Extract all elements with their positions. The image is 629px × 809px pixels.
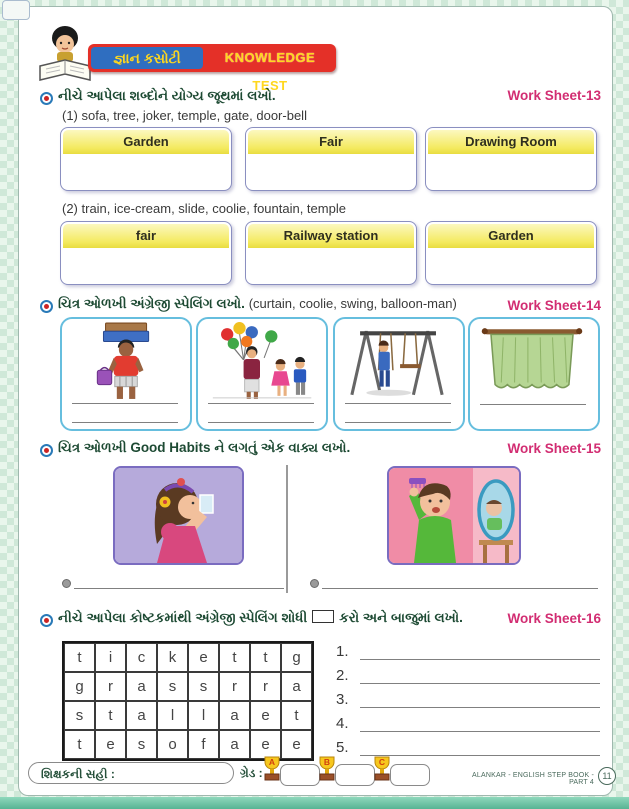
gujarati-title: જ્ઞાન કસોટી	[91, 47, 203, 69]
boy-reading-book-icon	[36, 24, 94, 91]
answer-number: 3.	[336, 691, 349, 708]
answer-number: 1.	[336, 643, 349, 660]
grid-cell: e	[95, 730, 126, 759]
bullet-icon	[40, 300, 53, 313]
group-box-header: fair	[63, 224, 229, 248]
grid-cell: a	[126, 701, 157, 730]
boy-combing-hair-illustration	[387, 466, 521, 565]
tick-box-glyph	[312, 610, 334, 623]
ws16-label: Work Sheet-16	[507, 611, 601, 626]
group-box-header: Railway station	[248, 224, 414, 248]
grid-cell: t	[281, 701, 312, 730]
answer-number: 5.	[336, 739, 349, 756]
corner-tab	[2, 0, 30, 20]
girl-drinking-water-illustration	[113, 466, 244, 565]
answer-line	[360, 659, 600, 660]
picture-box-balloon-man	[196, 317, 328, 431]
bullet-icon	[40, 614, 53, 627]
group-box-write-area	[63, 154, 229, 188]
grid-cell: e	[281, 730, 312, 759]
ws13-instruction: નીચે આપેલા શબ્દોને યોગ્ય જૂથમાં લખો.	[58, 88, 276, 103]
ws16-instruction-part2: કરો અને બાજુમાં લખો.	[339, 610, 463, 625]
answer-row-1	[336, 643, 602, 663]
answer-number: 4.	[336, 715, 349, 732]
grade-c-box	[390, 764, 430, 786]
group-box-write-area	[248, 154, 414, 188]
teacher-signature-label: શિક્ષકની સહી :	[41, 767, 115, 781]
book-title: ALANKAR - ENGLISH STEP BOOK - PART 4	[472, 772, 594, 786]
grid-cell: l	[157, 701, 188, 730]
answer-row-4	[336, 715, 602, 735]
group-box-write-area	[63, 248, 229, 282]
answer-line	[360, 755, 600, 756]
english-title: KNOWLEDGE TEST	[224, 50, 316, 93]
answer-bullet-dot	[310, 579, 319, 588]
answer-line	[72, 403, 178, 404]
picture-box-coolie	[60, 317, 192, 431]
answer-line	[480, 404, 586, 405]
answer-line	[322, 588, 598, 589]
grid-cell: f	[188, 730, 219, 759]
answer-line	[72, 422, 178, 423]
ws14-label: Work Sheet-14	[507, 298, 601, 313]
grade-a-box	[280, 764, 320, 786]
knowledge-test-banner	[88, 44, 336, 93]
answer-row-2	[336, 667, 602, 687]
answer-line	[345, 422, 451, 423]
grid-cell: k	[157, 643, 188, 672]
group-box-railway-station	[245, 221, 417, 285]
grid-cell: r	[250, 672, 281, 701]
grid-cell: g	[64, 672, 95, 701]
grid-cell: r	[219, 672, 250, 701]
grid-cell: e	[250, 730, 281, 759]
group-box-header: Garden	[428, 224, 594, 248]
group-box-header: Fair	[248, 130, 414, 154]
group-box-fair	[245, 127, 417, 191]
grid-cell: a	[126, 672, 157, 701]
ws14-instruction-text: ચિત્ર ઓળખી અંગ્રેજી સ્પેલિંગ લખો.	[58, 296, 245, 311]
bottom-strip	[0, 797, 629, 809]
grade-label: ગ્રેડ :	[240, 766, 263, 780]
curtain-illustration	[470, 321, 594, 401]
answer-number: 2.	[336, 667, 349, 684]
grid-cell: t	[219, 643, 250, 672]
group-box-garden	[60, 127, 232, 191]
ws16-instruction	[58, 610, 463, 626]
grid-cell: o	[157, 730, 188, 759]
group-box-drawing-room	[425, 127, 597, 191]
grid-cell: s	[157, 672, 188, 701]
group-box-header: Garden	[63, 130, 229, 154]
answer-bullet-dot	[62, 579, 71, 588]
ws13-word-list-2: (2) train, ice-cream, slide, coolie, fountain, temple	[62, 201, 346, 216]
grid-cell: e	[188, 643, 219, 672]
grid-cell: a	[281, 672, 312, 701]
answer-line	[360, 731, 600, 732]
coolie-illustration	[62, 321, 186, 401]
grid-cell: c	[126, 643, 157, 672]
group-box-write-area	[428, 248, 594, 282]
balloon-man-illustration	[198, 321, 322, 401]
bullet-icon	[40, 92, 53, 105]
grid-cell: l	[188, 701, 219, 730]
grid-cell: t	[64, 643, 95, 672]
answer-line	[345, 403, 451, 404]
grid-cell: t	[64, 730, 95, 759]
answer-line	[360, 683, 600, 684]
group-box-write-area	[248, 248, 414, 282]
word-search-grid	[62, 641, 314, 761]
group-box-fair-2	[60, 221, 232, 285]
svg-text:C: C	[378, 757, 386, 767]
answer-line	[208, 422, 314, 423]
grid-cell: r	[95, 672, 126, 701]
picture-box-swing	[333, 317, 465, 431]
trophy-c-icon	[372, 755, 392, 790]
group-box-garden-2	[425, 221, 597, 285]
ws13-word-list-1: (1) sofa, tree, joker, temple, gate, door-bell	[62, 108, 307, 123]
group-box-write-area	[428, 154, 594, 188]
group-box-header: Drawing Room	[428, 130, 594, 154]
grid-cell: t	[95, 701, 126, 730]
grid-cell: s	[188, 672, 219, 701]
swing-illustration	[335, 321, 459, 401]
grid-cell: i	[95, 643, 126, 672]
bullet-icon	[40, 444, 53, 457]
ws13-label: Work Sheet-13	[507, 88, 601, 103]
teacher-signature-box	[28, 762, 234, 784]
picture-box-curtain	[468, 317, 600, 431]
grid-cell: a	[219, 701, 250, 730]
ws14-hint: (curtain, coolie, swing, balloon-man)	[248, 296, 457, 311]
grid-cell: e	[250, 701, 281, 730]
grid-cell: t	[250, 643, 281, 672]
ws16-instruction-part1: નીચે આપેલા કોષ્ટકમાંથી અંગ્રેજી સ્પેલિંગ શોધી	[58, 610, 308, 625]
svg-text:B: B	[323, 757, 331, 767]
ws14-instruction	[58, 296, 457, 312]
grid-cell: s	[64, 701, 95, 730]
trophy-b-icon	[317, 755, 337, 790]
grade-b-box	[335, 764, 375, 786]
svg-text:A: A	[268, 757, 276, 767]
ws15-instruction: ચિત્ર ઓળખી Good Habits ને લગતું એક વાક્ય લખો.	[58, 440, 351, 455]
answer-line	[360, 707, 600, 708]
answer-line	[74, 588, 284, 589]
ws15-label: Work Sheet-15	[507, 441, 601, 456]
grid-cell: s	[126, 730, 157, 759]
grid-cell: a	[219, 730, 250, 759]
grid-cell: g	[281, 643, 312, 672]
answer-row-3	[336, 691, 602, 711]
section-divider	[286, 465, 288, 593]
page-number: 11	[598, 767, 616, 785]
trophy-a-icon	[262, 755, 282, 790]
answer-line	[208, 403, 314, 404]
